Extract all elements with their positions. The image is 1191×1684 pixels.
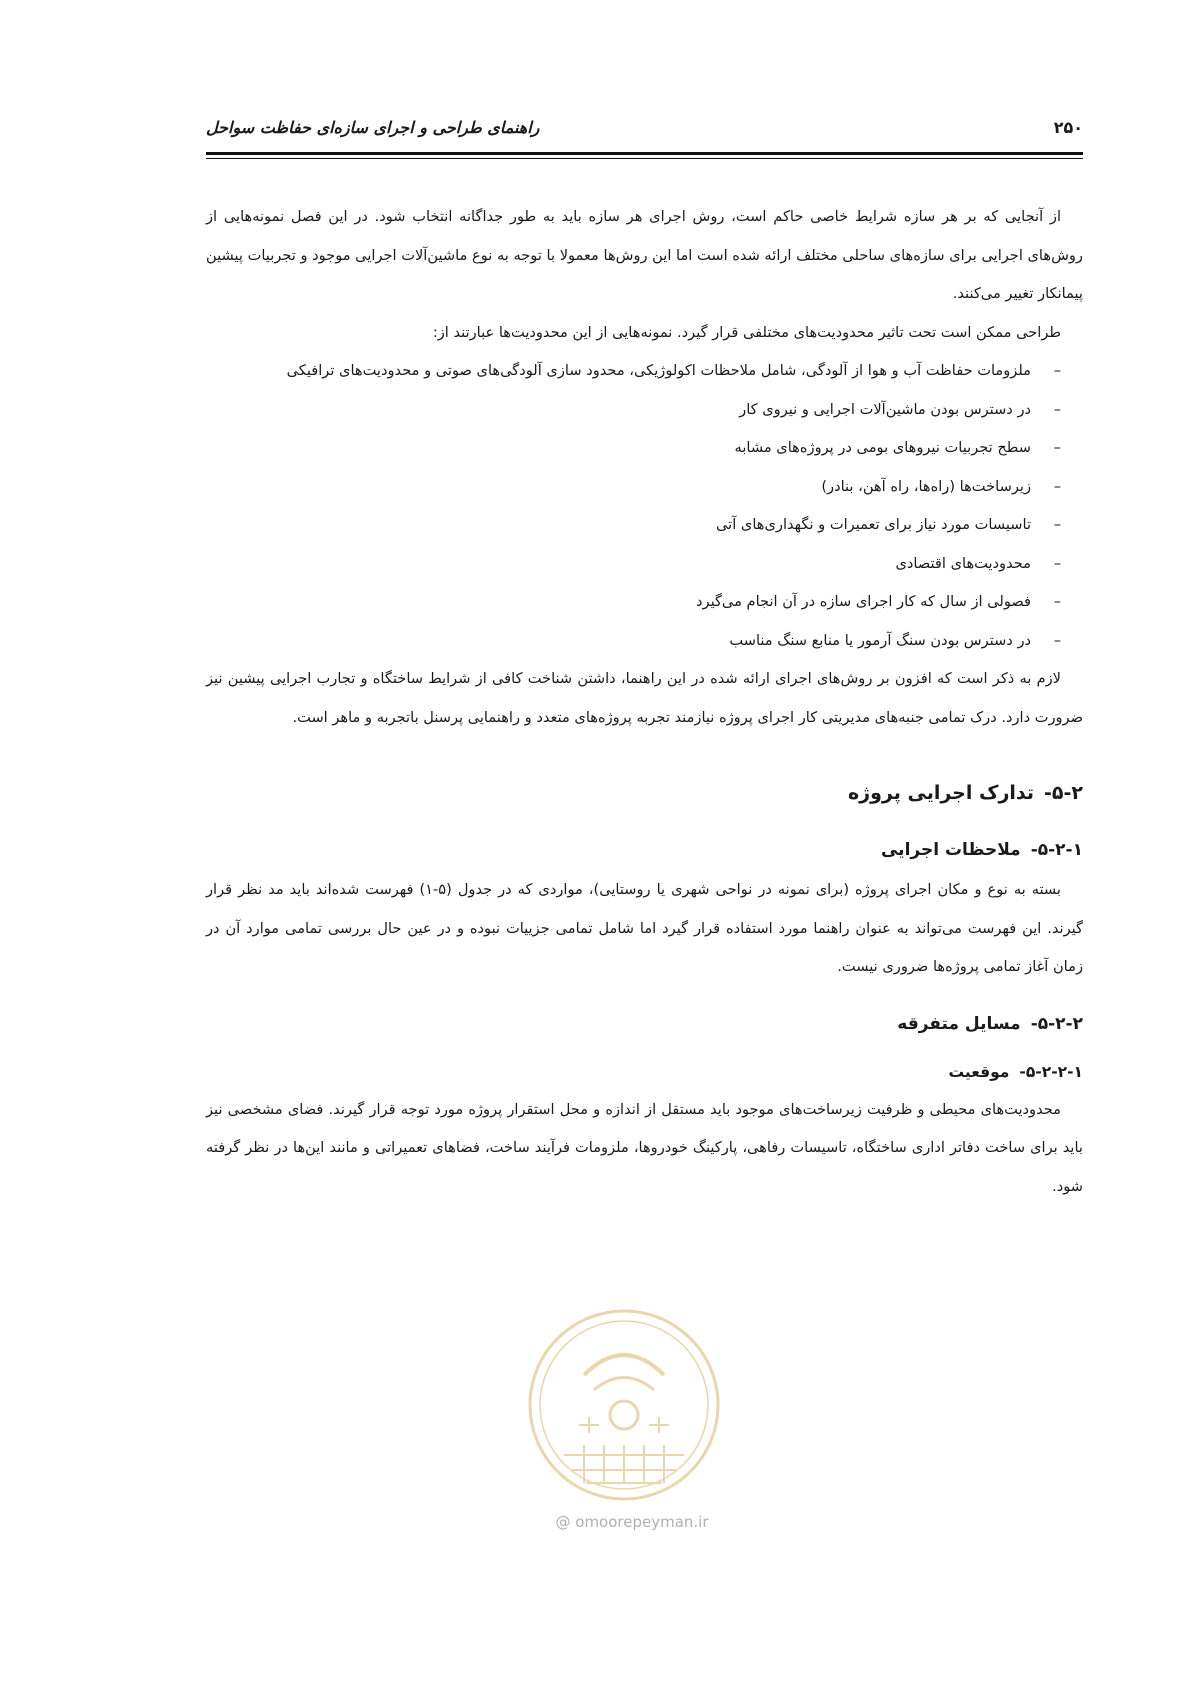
list-dash: – — [1053, 362, 1061, 379]
page-number: ۲۵۰ — [1053, 118, 1083, 137]
constraints-lead-paragraph: طراحی ممکن است تحت تاثیر محدودیت‌های مختلفی قرار گیرد. نمونه‌هایی از این محدودیت‌ها عبارتند از: — [432, 323, 1061, 341]
subsection-heading-execution — [206, 833, 1083, 867]
list-item — [206, 468, 1061, 507]
list-item-text: محدودیت‌های اقتصادی — [895, 554, 1031, 572]
list-dash: – — [1053, 631, 1061, 649]
execution-paragraph: بسته به نوع و مکان اجرای پروژه (برای نمونه در نواحی شهری یا روستایی)، مواردی که در جدول (۵-۱) فهرست شده‌اند باید مد نظر قرار گیرند. این فهرست می‌تواند به عنوان راهنما مورد استفاده قرار گیرد اما شامل تمامی جزییات نبوده و در عین حال بررسی تمامی موارد آن در زمان آغاز تمامی پروژه‌ها ضروری نیست. — [206, 881, 1083, 975]
watermark-url: @ omoorepeyman.ir — [555, 1513, 709, 1531]
subsection-title: مسایل متفرقه — [897, 1013, 1021, 1034]
list-item — [206, 545, 1061, 584]
subsection-heading-misc — [206, 1007, 1083, 1041]
subsection-number: ۵-۲-۲- — [1030, 1013, 1083, 1034]
list-item — [206, 352, 1061, 391]
list-dash: – — [1053, 516, 1061, 533]
section-heading — [206, 773, 1083, 813]
list-item-text: در دسترس بودن ماشین‌آلات اجرایی و نیروی کار — [739, 400, 1031, 418]
subsubsection-heading-location — [206, 1055, 1083, 1089]
section-number: ۵-۲- — [1044, 782, 1083, 804]
list-dash: – — [1053, 554, 1061, 572]
location-paragraph: محدودیت‌های محیطی و ظرفیت زیرساخت‌های موجود باید مستقل از اندازه و محل استقرار پروژه مورد توجه قرار گیرند. فضای مشخصی نیز باید برای ساخت دفاتر اداری ساختگاه، تاسیسات رفاهی، پارکینگ خودروها، ملزومات فرآیند ساخت، فضاهای تعمیراتی و مانند این‌ها در نظر گرفته شود. — [206, 1100, 1083, 1195]
list-dash: – — [1053, 439, 1061, 456]
header-rule — [206, 152, 1083, 155]
list-item — [206, 622, 1061, 661]
list-item-text: زیرساخت‌ها (راه‌ها، راه آهن، بنادر) — [821, 477, 1031, 495]
list-item — [206, 391, 1061, 430]
page-content — [206, 198, 1083, 1206]
list-item-text: سطح تجربیات نیروهای بومی در پروژه‌های مشابه — [734, 439, 1031, 456]
subsubsection-number: ۵-۲-۲-۱- — [1019, 1062, 1083, 1081]
watermark-url-text: omoorepeyman.ir — [575, 1513, 709, 1531]
subsection-title: ملاحظات اجرایی — [880, 840, 1021, 860]
list-item — [206, 506, 1061, 545]
constraints-list — [206, 352, 1083, 660]
list-item-text: ملزومات حفاظت آب و هوا از آلودگی، شامل ملاحظات اکولوژیکی، محدود سازی آلودگی‌های صوتی و محدودیت‌های ترافیکی — [286, 362, 1031, 379]
header-rule-thin — [206, 158, 1083, 159]
list-dash: – — [1053, 400, 1061, 418]
list-dash: – — [1053, 477, 1061, 495]
page-header — [206, 116, 1083, 140]
list-item-text: فصولی از سال که کار اجرای سازه در آن انجام می‌گیرد — [696, 593, 1031, 610]
watermark-seal — [524, 1305, 724, 1505]
subsection-number: ۵-۲-۱- — [1030, 840, 1083, 860]
list-item-text: در دسترس بودن سنگ آرمور یا منابع سنگ مناسب — [729, 631, 1031, 649]
after-list-paragraph: لازم به ذکر است که افزون بر روش‌های اجرای ارائه شده در این راهنما، داشتن شناخت کافی از شرایط ساختگاه و تجارب اجرایی پیشین نیز ضرورت دارد. درک تمامی جنبه‌های مدیریتی کار اجرای پروژه نیازمند تجربه پروژه‌های متعدد و راهنمایی پرسنل باتجربه و ماهر است. — [206, 670, 1083, 726]
intro-paragraph: از آنجایی که بر هر سازه شرایط خاصی حاکم است، روش اجرای هر سازه باید به طور جداگانه انتخاب شود. در این فصل نمونه‌هایی از روش‌های اجرایی برای سازه‌های ساحلی مختلف ارائه شده است اما این روش‌ها معمولا با توجه به نوع ماشین‌آلات اجرایی موجود و تجربیات پیشین پیمانکار تغییر می‌کنند. — [205, 208, 1083, 302]
list-item — [206, 429, 1061, 468]
list-dash: – — [1053, 593, 1061, 610]
list-item — [206, 583, 1061, 622]
list-item-text: تاسیسات مورد نیاز برای تعمیرات و نگهداری‌های آتی — [716, 516, 1031, 533]
section-title: تدارک اجرایی پروژه — [847, 782, 1035, 804]
running-title: راهنمای طراحی و اجرای سازه‌ای حفاظت سواحل — [206, 118, 540, 137]
subsubsection-title: موقعیت — [948, 1062, 1010, 1081]
